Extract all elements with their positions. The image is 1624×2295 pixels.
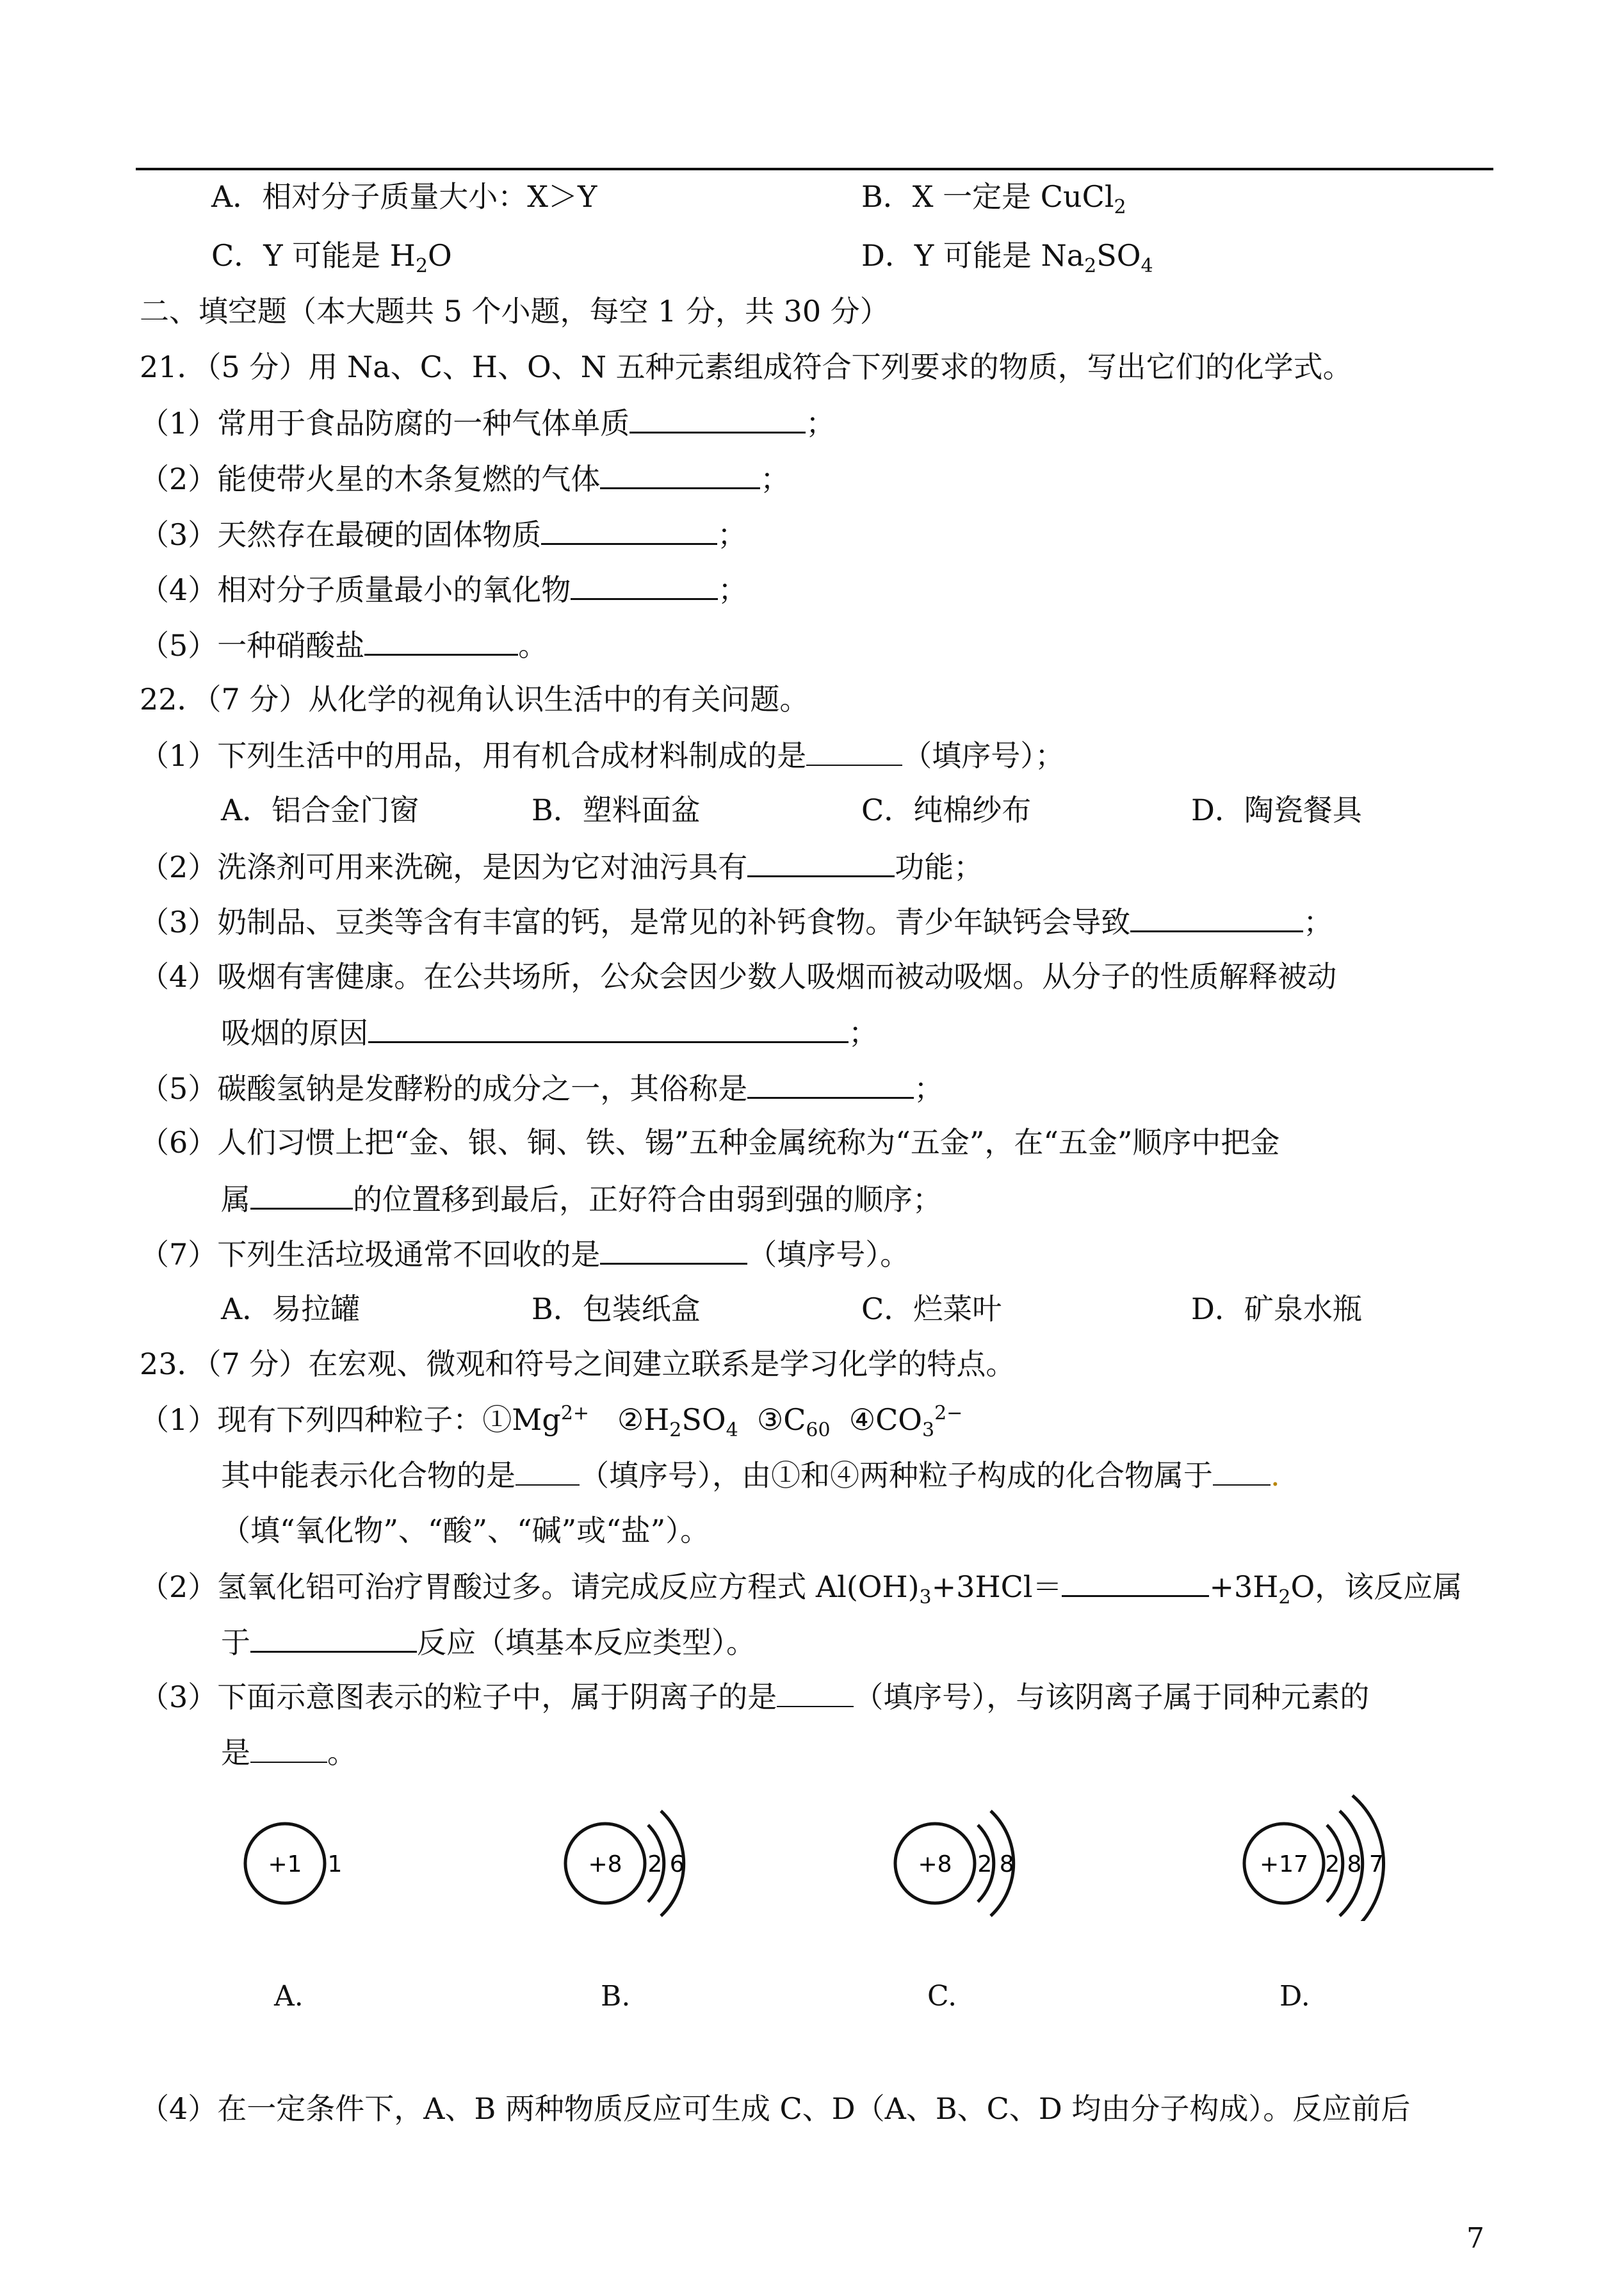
q22-item-7: （7）下列生活垃圾通常不回收的是 （填序号）。 <box>140 1235 909 1273</box>
atom-diagram-c <box>895 1811 1014 1916</box>
q23-item-1b: 其中能表示化合物的是 （填序号），由①和④两种粒子构成的化合物属于 . <box>221 1456 1280 1494</box>
shell-electrons: 2 8 <box>977 1851 1014 1877</box>
option-a: A．相对分子质量大小：X＞Y <box>211 179 597 214</box>
atom-diagrams <box>218 1780 1434 1921</box>
page-number: 7 <box>1466 2222 1484 2255</box>
q22-title: 22．（7 分）从化学的视角认识生活中的有关问题。 <box>140 682 809 717</box>
q22-opt7-d: D．矿泉水瓶 <box>1191 1292 1362 1326</box>
atom-label-c: C. <box>927 1980 957 2013</box>
nucleus-charge: +17 <box>1260 1851 1308 1877</box>
q22-opt7-b: B．包装纸盒 <box>532 1292 701 1326</box>
q23-item-3a: （3）下面示意图表示的粒子中，属于阴离子的是 （填序号），与该阴离子属于同种元素的 <box>140 1678 1369 1715</box>
q22-opt7-c: C．烂菜叶 <box>861 1292 1002 1326</box>
atom-diagram-a <box>245 1824 342 1903</box>
q21-item-5: （5）一种硝酸盐 。 <box>140 626 548 664</box>
q23-item-4: （4）在一定条件下，A、B 两种物质反应可生成 C、D（A、B、C、D 均由分子构成）。反应前后 <box>140 2091 1411 2126</box>
answer-blank[interactable] <box>516 1456 580 1486</box>
answer-blank[interactable] <box>250 1733 327 1763</box>
option-b: B．X 一定是 CuCl$_2$ <box>861 179 1126 219</box>
answer-blank[interactable] <box>541 515 717 545</box>
q22-opt-a: A．铝合金门窗 <box>221 793 419 827</box>
answer-blank[interactable] <box>1062 1567 1209 1597</box>
q21-item-2: （2）能使带火星的木条复燃的气体 ； <box>140 459 790 498</box>
q22-item-4b: 吸烟的原因 ； <box>221 1013 878 1051</box>
q22-item-1: （1）下列生活中的用品，用有机合成材料制成的是 （填序号）； <box>140 736 1064 774</box>
option-c: C．Y 可能是 $H_2O$ <box>211 238 452 278</box>
atom-label-b: B. <box>601 1980 631 2013</box>
q21-item-3: （3）天然存在最硬的固体物质 ； <box>140 515 747 553</box>
answer-blank[interactable] <box>600 459 760 489</box>
answer-blank[interactable] <box>364 626 518 656</box>
option-d: D．Y 可能是 $Na_2SO_4$ <box>861 238 1153 278</box>
q22-item-2: （2）洗涤剂可用来洗碗，是因为它对油污具有 功能； <box>140 847 983 886</box>
nucleus-charge: +8 <box>918 1851 952 1877</box>
answer-blank[interactable] <box>747 847 895 877</box>
atom-label-d: D. <box>1279 1980 1310 2013</box>
shell-electrons: 1 <box>327 1851 343 1877</box>
q21-item-4: （4）相对分子质量最小的氧化物 ； <box>140 570 747 608</box>
q21-item-1: （1）常用于食品防腐的一种气体单质 ； <box>140 403 835 442</box>
answer-blank[interactable] <box>777 1678 854 1707</box>
nucleus-charge: +1 <box>268 1851 302 1877</box>
header-rule <box>136 168 1493 170</box>
q23-item-3b: 是 。 <box>221 1733 357 1771</box>
atom-label-a: A. <box>274 1980 304 2013</box>
q23-title: 23．（7 分）在宏观、微观和符号之间建立联系是学习化学的特点。 <box>140 1347 1016 1381</box>
shell-electrons: 2 6 <box>647 1851 685 1877</box>
nucleus-charge: +8 <box>588 1851 622 1877</box>
shell-electrons: 2 8 7 <box>1325 1851 1384 1877</box>
answer-blank[interactable] <box>1130 902 1303 932</box>
q22-item-6a: （6）人们习惯上把“金、银、铜、铁、锡”五种金属统称为“五金”，在“五金”顺序中把金 <box>140 1125 1280 1160</box>
q22-item-3: （3）奶制品、豆类等含有丰富的钙，是常见的补钙食物。青少年缺钙会导致 ； <box>140 902 1333 941</box>
answer-blank[interactable] <box>629 403 806 434</box>
q22-opt-c: C．纯棉纱布 <box>861 793 1032 827</box>
q23-item-1: （1）现有下列四种粒子：$①Mg^{2+}$ $②H_2SO_4$ $③C_{60}$ $④CO_3^{2-}$ <box>140 1402 963 1442</box>
q22-item-5: （5）碳酸氢钠是发酵粉的成分之一，其俗称是 ； <box>140 1069 943 1107</box>
answer-blank[interactable] <box>600 1235 747 1265</box>
answer-blank[interactable] <box>747 1069 914 1099</box>
answer-blank[interactable] <box>1213 1456 1271 1486</box>
answer-blank[interactable] <box>571 570 718 600</box>
answer-blank[interactable] <box>250 1623 417 1653</box>
q21-title: 21．（5 分）用 Na、C、H、O、N 五种元素组成符合下列要求的物质，写出它们的化学式。 <box>140 350 1352 384</box>
q22-opt-d: D．陶瓷餐具 <box>1191 793 1362 827</box>
atom-diagram-b <box>565 1811 685 1916</box>
answer-blank[interactable] <box>250 1180 353 1210</box>
q23-item-2b: 于 反应（填基本反应类型）。 <box>221 1623 756 1661</box>
q22-item-4a: （4）吸烟有害健康。在公共场所，公众会因少数人吸烟而被动吸烟。从分子的性质解释被动 <box>140 959 1337 994</box>
answer-blank[interactable] <box>806 736 902 766</box>
answer-blank[interactable] <box>368 1013 849 1043</box>
section-heading: 二、填空题（本大题共 5 个小题，每空 1 分，共 30 分） <box>140 294 889 328</box>
atom-diagram-d <box>1244 1796 1384 1921</box>
q22-opt7-a: A．易拉罐 <box>221 1292 361 1326</box>
q23-item-2a: （2）氢氧化铝可治疗胃酸过多。请完成反应方程式 $Al(OH)_3+3HCl= +3H_2O$，该反应属 <box>140 1567 1462 1605</box>
q23-item-1c: （填“氧化物”、“酸”、“碱”或“盐”）。 <box>221 1513 710 1548</box>
q22-opt-b: B．塑料面盆 <box>532 793 701 827</box>
q22-item-6b: 属 的位置移到最后，正好符合由弱到强的顺序； <box>221 1180 942 1218</box>
